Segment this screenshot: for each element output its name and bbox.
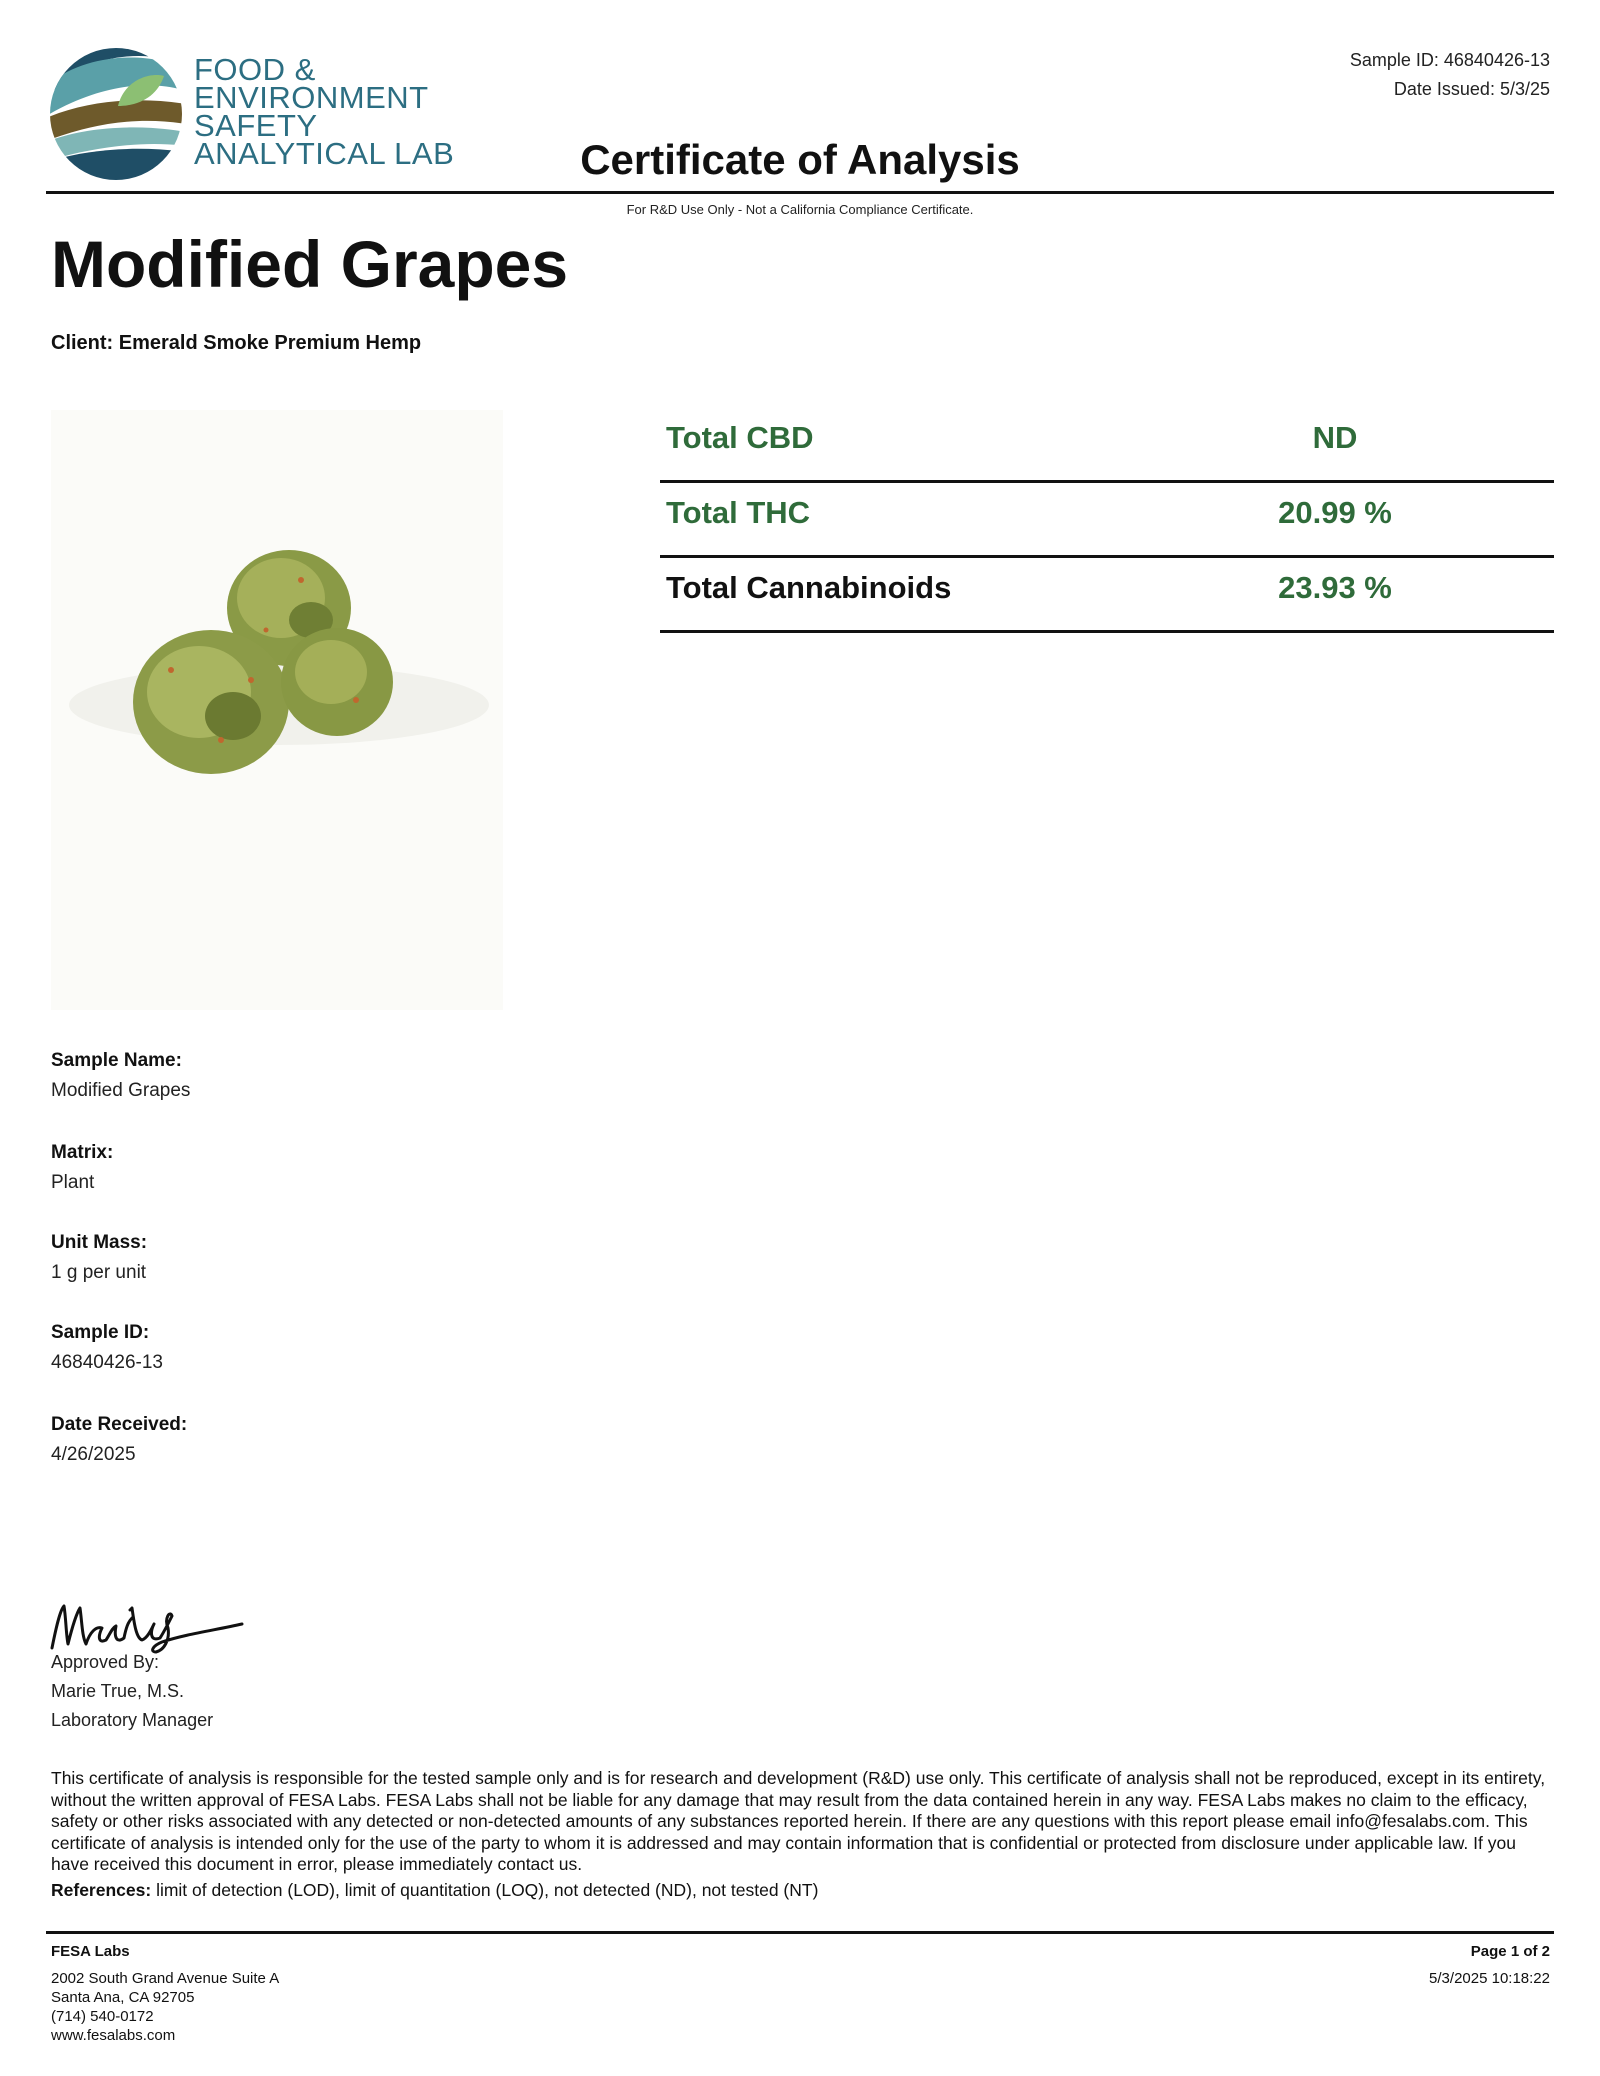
detail-label: Date Received: [51, 1414, 188, 1435]
footer-page-info [1429, 1942, 1550, 1988]
footer-company: FESA Labs [51, 1943, 130, 1960]
detail-label: Sample ID: [51, 1322, 150, 1343]
footer-address [51, 1942, 279, 2045]
detail-value: Plant [51, 1172, 95, 1193]
detail-value: 46840426-13 [51, 1352, 163, 1373]
result-label: Total THC [666, 495, 811, 530]
result-value: 23.93 % [1278, 570, 1392, 605]
footer-address-line: Santa Ana, CA 92705 [51, 1989, 195, 2006]
references [51, 1880, 818, 1901]
result-value: ND [1312, 420, 1358, 455]
logo-line: SAFETY [194, 108, 318, 143]
detail-label: Sample Name: [51, 1050, 182, 1071]
detail-value: 4/26/2025 [51, 1444, 136, 1465]
footer-divider [46, 1931, 1554, 1934]
detail-label: Matrix: [51, 1142, 114, 1163]
detail-label: Unit Mass: [51, 1232, 148, 1253]
footer-address-line: 2002 South Grand Avenue Suite A [51, 1970, 280, 1987]
product-name: Modified Grapes [51, 227, 569, 301]
compliance-note: For R&D Use Only - Not a California Compliance Certificate. [626, 202, 974, 217]
client-name: Client: Emerald Smoke Premium Hemp [51, 332, 422, 354]
result-row-total-cbd [660, 408, 1554, 483]
results-table [660, 408, 1554, 633]
header-divider [46, 191, 1554, 194]
footer-phone: (714) 540-0172 [51, 2008, 154, 2025]
logo-line: FOOD & [194, 52, 316, 87]
header-meta [1350, 46, 1550, 104]
approval-block [51, 1648, 213, 1735]
approver-name: Marie True, M.S. [51, 1681, 185, 1701]
page-number: Page 1 of 2 [1470, 1943, 1550, 1960]
references-label: References: [51, 1880, 152, 1900]
product-photo [51, 410, 503, 1010]
detail-value: Modified Grapes [51, 1080, 191, 1101]
result-value: 20.99 % [1278, 495, 1392, 530]
detail-date-received [51, 1410, 187, 1470]
approver-role: Laboratory Manager [51, 1710, 214, 1730]
footer-website: www.fesalabs.com [51, 2027, 176, 2044]
header-sample-id: Sample ID: 46840426-13 [1349, 50, 1550, 70]
approved-by-label: Approved By: [51, 1652, 160, 1672]
detail-sample-id [51, 1318, 163, 1378]
header-date-issued: Date Issued: 5/3/25 [1393, 79, 1550, 99]
result-label: Total Cannabinoids [666, 570, 952, 605]
detail-sample-name [51, 1046, 190, 1106]
detail-unit-mass [51, 1228, 147, 1288]
detail-value: 1 g per unit [51, 1262, 147, 1283]
logo-line: ENVIRONMENT [194, 80, 429, 115]
document-title: Certificate of Analysis [580, 136, 1020, 183]
print-timestamp: 5/3/2025 10:18:22 [1429, 1970, 1550, 1987]
detail-matrix [51, 1138, 113, 1198]
references-text: limit of detection (LOD), limit of quantitation (LOQ), not detected (ND), not tested (NT) [151, 1880, 819, 1900]
result-row-total-thc [660, 483, 1554, 558]
result-label: Total CBD [666, 420, 814, 455]
result-row-total-cannabinoids [660, 558, 1554, 633]
disclaimer-text: This certificate of analysis is responsible for the tested sample only and is for research and development (R&D) use only. This certificate of analysis shall not be reproduced, except in its entirety, without the written approval of FESA Labs. FESA Labs shall not be liable for any damage that may result from the data contained herein in any way. FESA Labs makes no claim to the efficacy, safety or other risks associated with any detected or non-detected amounts of any substances reported herein. If there are any questions with this report please email info@fesalabs.com. This certificate of analysis is intended only for the use of the party to whom it is addressed and may contain information that is confidential or protected from disclosure under applicable law. If you have received this document in error, please immediately contact us. [51, 1768, 1546, 1874]
logo-line: ANALYTICAL LAB [194, 136, 455, 171]
